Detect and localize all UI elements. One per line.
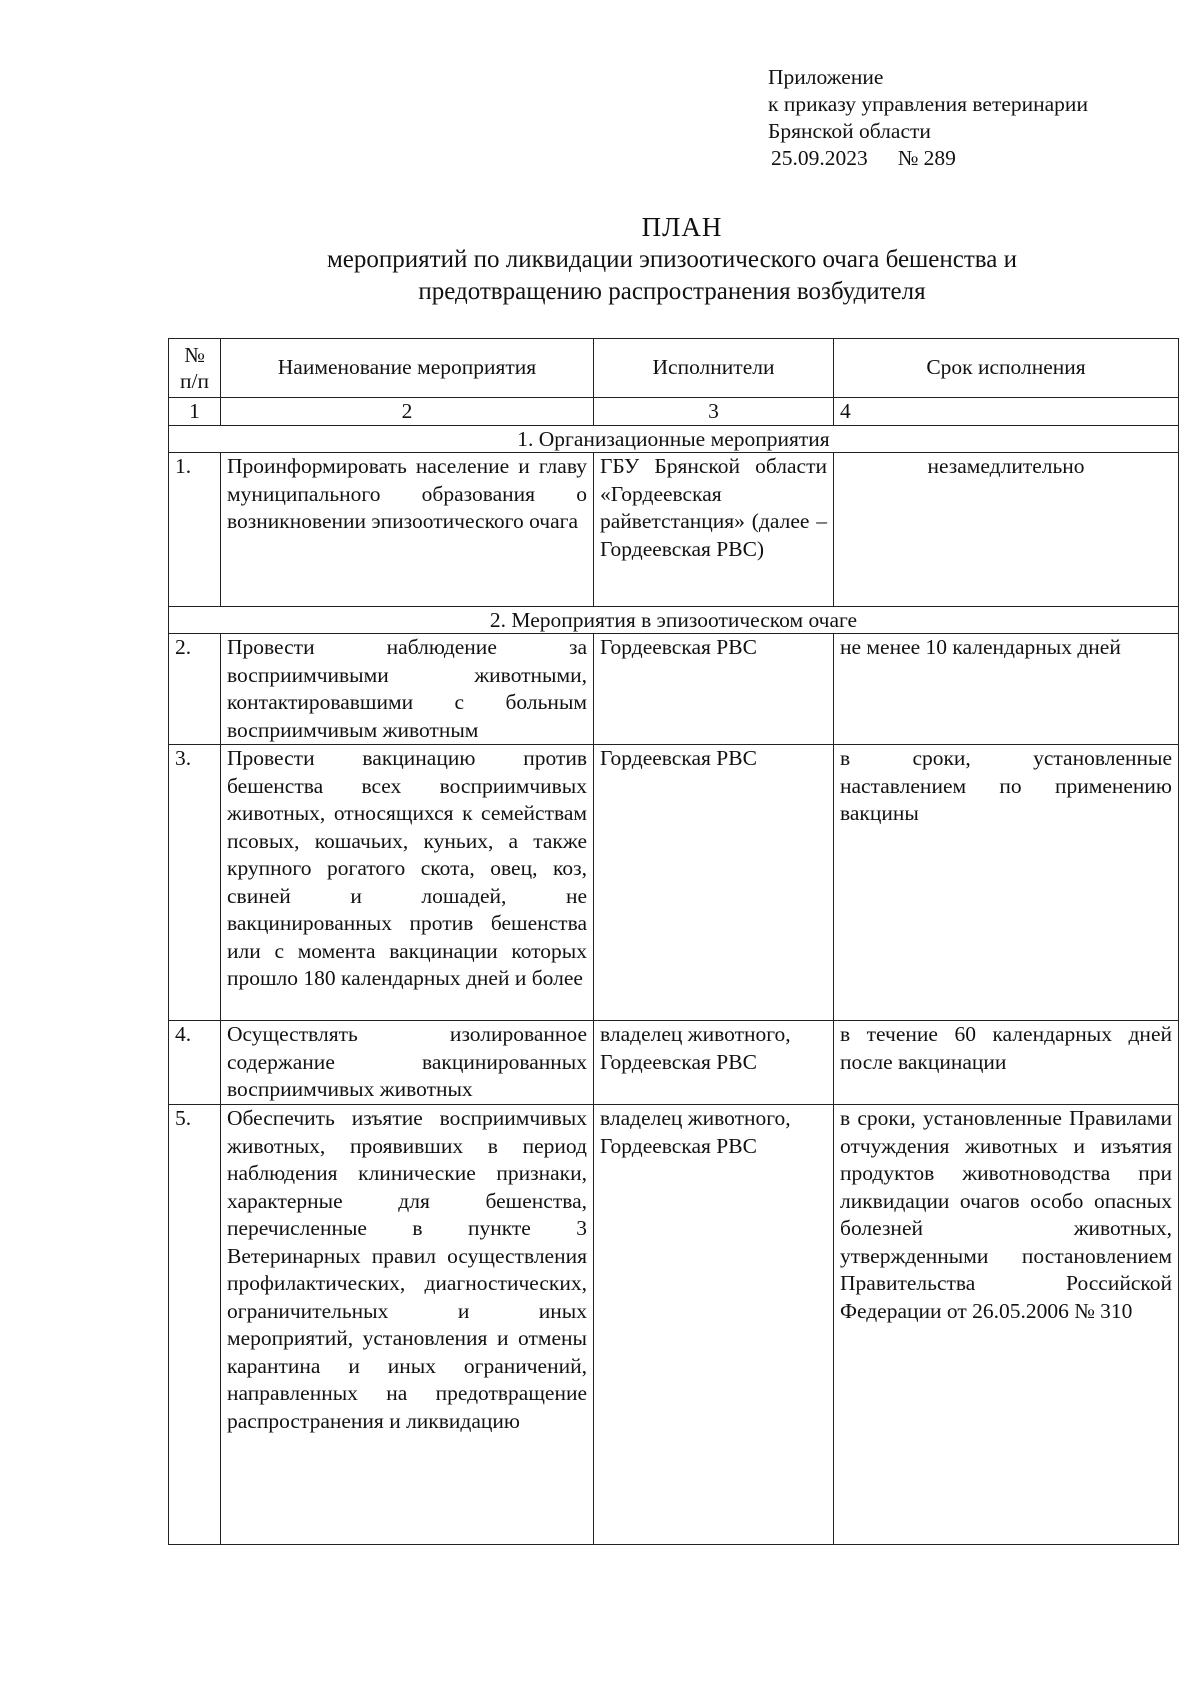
header-number	[169, 339, 221, 398]
table-row	[169, 1021, 1179, 1105]
section-row	[169, 607, 1179, 634]
row-executors: владелец животного, Гордеевская РВС	[594, 1021, 834, 1105]
appendix-block	[768, 64, 1088, 172]
table-row	[169, 634, 1179, 745]
table-row	[169, 745, 1179, 1021]
row-deadline: незамедлительно	[834, 453, 1179, 607]
header-number-line-1: №	[184, 343, 205, 367]
row-deadline: в течение 60 календарных дней после вакцинации	[834, 1021, 1179, 1105]
row-deadline: не менее 10 календарных дней	[834, 634, 1179, 745]
column-number-row	[169, 398, 1179, 426]
row-number: 1.	[169, 453, 221, 607]
row-number: 5.	[169, 1105, 221, 1545]
row-action: Проинформировать население и главу муниципального образования о возникновении эпизоотического очага	[221, 453, 594, 607]
appendix-line-3: Брянской области	[768, 119, 931, 143]
section-title: 2. Мероприятия в эпизоотическом очаге	[169, 607, 1179, 634]
title-subtitle-line-1: мероприятий по ликвидации эпизоотического очага бешенства и	[326, 246, 1017, 273]
section-title: 1. Организационные мероприятия	[169, 426, 1179, 453]
table-header-row	[169, 339, 1179, 398]
header-number-line-2: п/п	[180, 369, 209, 393]
appendix-line-2: к приказу управления ветеринарии	[768, 92, 1088, 116]
row-action: Осуществлять изолированное содержание вакцинированных восприимчивых животных	[221, 1021, 594, 1105]
row-executors: владелец животного, Гордеевская РВС	[594, 1105, 834, 1545]
table-row	[169, 453, 1179, 607]
row-executors: Гордеевская РВС	[594, 634, 834, 745]
appendix-date-number	[768, 145, 1088, 172]
plan-table	[168, 338, 1179, 1545]
section-row	[169, 426, 1179, 453]
appendix-line-1: Приложение	[768, 65, 884, 89]
row-action: Обеспечить изъятие восприимчивых животных, проявивших в период наблюдения клинические признаки, характерные для бешенства, перечисленные в пункте 3 Ветеринарных правил осуществления профилактических, диагностических, ограничительных и иных мероприятий, установления и отмены карантина и иных ограничений, направленных на предотвращение распространения и ликвидацию	[221, 1105, 594, 1545]
column-number: 1	[169, 398, 221, 426]
row-deadline: в сроки, установленные Правилами отчуждения животных и изъятия продуктов животноводства при ликвидации очагов особо опасных болезней животных, утвержденными постановлением Правительства Российской Федерации от 26.05.2006 № 310	[834, 1105, 1179, 1545]
title-main: ПЛАН	[641, 212, 723, 242]
header-deadline: Срок исполнения	[834, 339, 1179, 398]
row-action: Провести наблюдение за восприимчивыми животными, контактировавшими с больным восприимчивым животным	[221, 634, 594, 745]
title-subtitle-line-2: предотвращению распространения возбудителя	[418, 278, 926, 305]
document-title	[168, 210, 1176, 308]
order-number: № 289	[897, 146, 956, 170]
row-number: 4.	[169, 1021, 221, 1105]
header-executors: Исполнители	[594, 339, 834, 398]
row-executors: Гордеевская РВС	[594, 745, 834, 1021]
row-number: 3.	[169, 745, 221, 1021]
row-deadline: в сроки, установленные наставлением по применению вакцины	[834, 745, 1179, 1021]
column-number: 2	[221, 398, 594, 426]
row-action: Провести вакцинацию против бешенства всех восприимчивых животных, относящихся к семействам псовых, кошачьих, куньих, а также крупного рогатого скота, овец, коз, свиней и лошадей, не вакцинированных против бешенства или с момента вакцинации которых прошло 180 календарных дней и более	[221, 745, 594, 1021]
row-number: 2.	[169, 634, 221, 745]
order-date: 25.09.2023	[771, 146, 868, 170]
header-name: Наименование мероприятия	[221, 339, 594, 398]
row-executors: ГБУ Брянской области «Гордеевская райветстанция» (далее – Гордеевская РВС)	[594, 453, 834, 607]
table-row	[169, 1105, 1179, 1545]
column-number: 4	[834, 398, 1179, 426]
column-number: 3	[594, 398, 834, 426]
